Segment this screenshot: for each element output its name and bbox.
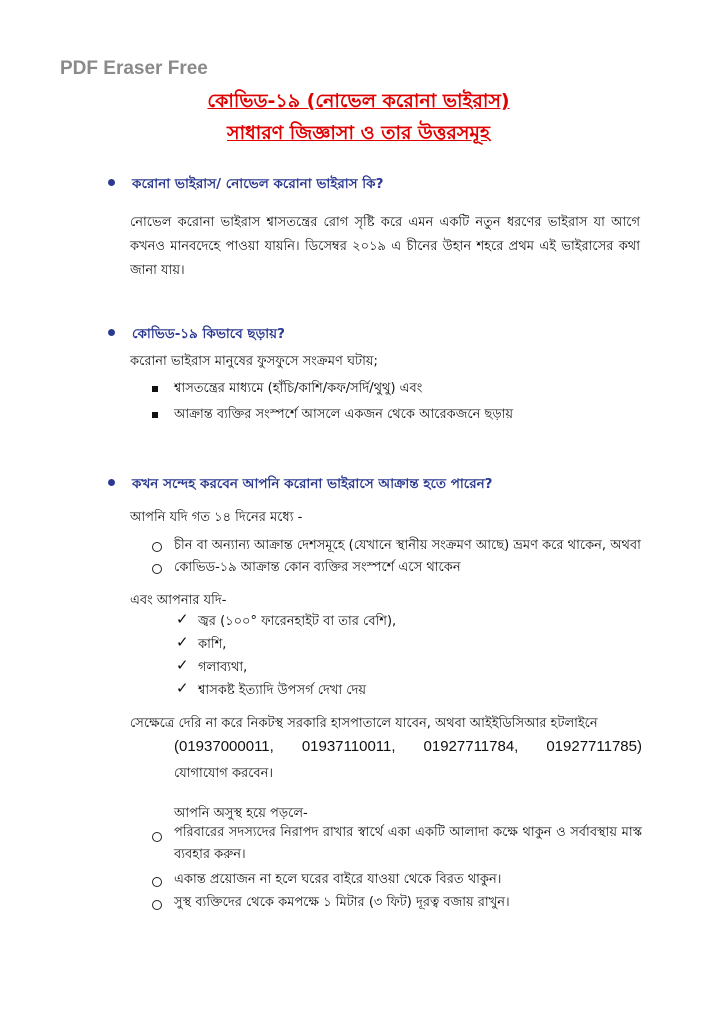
checkmark-icon: ✓ <box>176 610 189 628</box>
spread-intro: করোনা ভাইরাস মানুষের ফুসফুসে সংক্রমণ ঘটায়; <box>130 354 378 369</box>
hotline-number: 01927711784, <box>423 738 519 755</box>
question-what-is-corona <box>108 173 383 196</box>
list-item: সুস্থ ব্যক্তিদের থেকে কমপক্ষে ১ মিটার (৩ ফিট) দূরত্ব বজায় রাখুন। <box>174 895 510 910</box>
hotline-number: 01927711785) <box>546 738 642 755</box>
square-bullet-icon <box>152 412 158 418</box>
list-item: একান্ত প্রয়োজন না হলে ঘরের বাইরে যাওয়া থেকে বিরত থাকুন। <box>174 872 502 887</box>
bullet-dot-icon <box>108 179 115 186</box>
suspect-intro: আপনি যদি গত ১৪ দিনের মধ্যে - <box>130 510 303 525</box>
question-when-suspect <box>108 473 493 496</box>
question-text: কখন সন্দেহ করবেন আপনি করোনা ভাইরাসে আক্রান্ত হতে পারেন? <box>132 476 493 492</box>
circle-bullet-icon <box>152 900 162 910</box>
if-sick-label: আপনি অসুস্থ হয়ে পড়লে- <box>174 806 308 821</box>
list-item: পরিবারের সদস্যদের নিরাপদ রাখার স্বার্থে একা একটি আলাদা কক্ষে থাকুন ও সর্বাবস্থায় মাস্ক ব্যবহার করুন। <box>174 825 642 862</box>
symptom-item: শ্বাসকষ্ট ইত্যাদি উপসর্গ দেখা দেয় <box>198 683 367 698</box>
circle-bullet-icon <box>152 564 162 574</box>
square-bullet-icon <box>152 386 158 392</box>
symptom-item: জ্বর (১০০° ফারেনহাইট বা তার বেশি), <box>198 614 397 629</box>
list-item: শ্বাসতন্ত্রের মাধ্যমে (হাঁচি/কাশি/কফ/সর্দি/থুথু) এবং <box>174 381 423 396</box>
watermark: PDF Eraser Free <box>60 58 208 79</box>
question-how-spread <box>108 323 285 346</box>
contact-text: যোগাযোগ করবেন। <box>174 766 274 781</box>
page-title: কোভিড-১৯ (নোভেল করোনা ভাইরাস) <box>207 90 510 112</box>
symptom-item: গলাব্যথা, <box>198 660 248 675</box>
circle-bullet-icon <box>152 542 162 552</box>
list-item: কোভিড-১৯ আক্রান্ত কোন ব্যক্তির সংস্পর্শে এসে থাকেন <box>174 560 461 575</box>
answer-paragraph: নোভেল করোনা ভাইরাস শ্বাসতন্ত্রের রোগ সৃষ্টি করে এমন একটি নতুন ধরণের ভাইরাস যা আগে কখনও মানবদেহে পাওয়া যায়নি। ডিসেম্বর ২০১৯ এ চীনের উহান শহরে প্রথম এই ভাইরাসের কথা জানা যায়। <box>130 215 640 278</box>
circle-bullet-icon <box>152 877 162 887</box>
hotline-numbers <box>174 738 642 755</box>
symptom-item: কাশি, <box>198 637 227 652</box>
page-subtitle: সাধারণ জিজ্ঞাসা ও তার উত্তরসমূহ <box>227 122 490 144</box>
bullet-dot-icon <box>108 479 115 486</box>
hotline-number: 01937110011, <box>301 738 396 755</box>
checkmark-icon: ✓ <box>176 656 189 674</box>
list-item: চীন বা অন্যান্য আক্রান্ত দেশসমূহে (যেখানে স্থানীয় সংক্রমণ আছে) ভ্রমণ করে থাকেন, অথবা <box>174 538 641 553</box>
hotline-number: (01937000011, <box>174 738 274 755</box>
advice-text: সেক্ষেত্রে দেরি না করে নিকটস্থ সরকারি হাসপাতালে যাবেন, অথবা আইইডিসিআর হটলাইনে <box>130 716 598 731</box>
checkmark-icon: ✓ <box>176 679 189 697</box>
question-text: করোনা ভাইরাস/ নোভেল করোনা ভাইরাস কি? <box>132 176 384 192</box>
and-if-label: এবং আপনার যদি- <box>130 593 227 608</box>
checkmark-icon: ✓ <box>176 633 189 651</box>
circle-bullet-icon <box>152 832 162 842</box>
list-item: আক্রান্ত ব্যক্তির সংস্পর্শে আসলে একজন থেকে আরেকজনে ছড়ায় <box>174 407 514 422</box>
question-text: কোভিড-১৯ কিভাবে ছড়ায়? <box>132 326 285 342</box>
bullet-dot-icon <box>108 329 115 336</box>
